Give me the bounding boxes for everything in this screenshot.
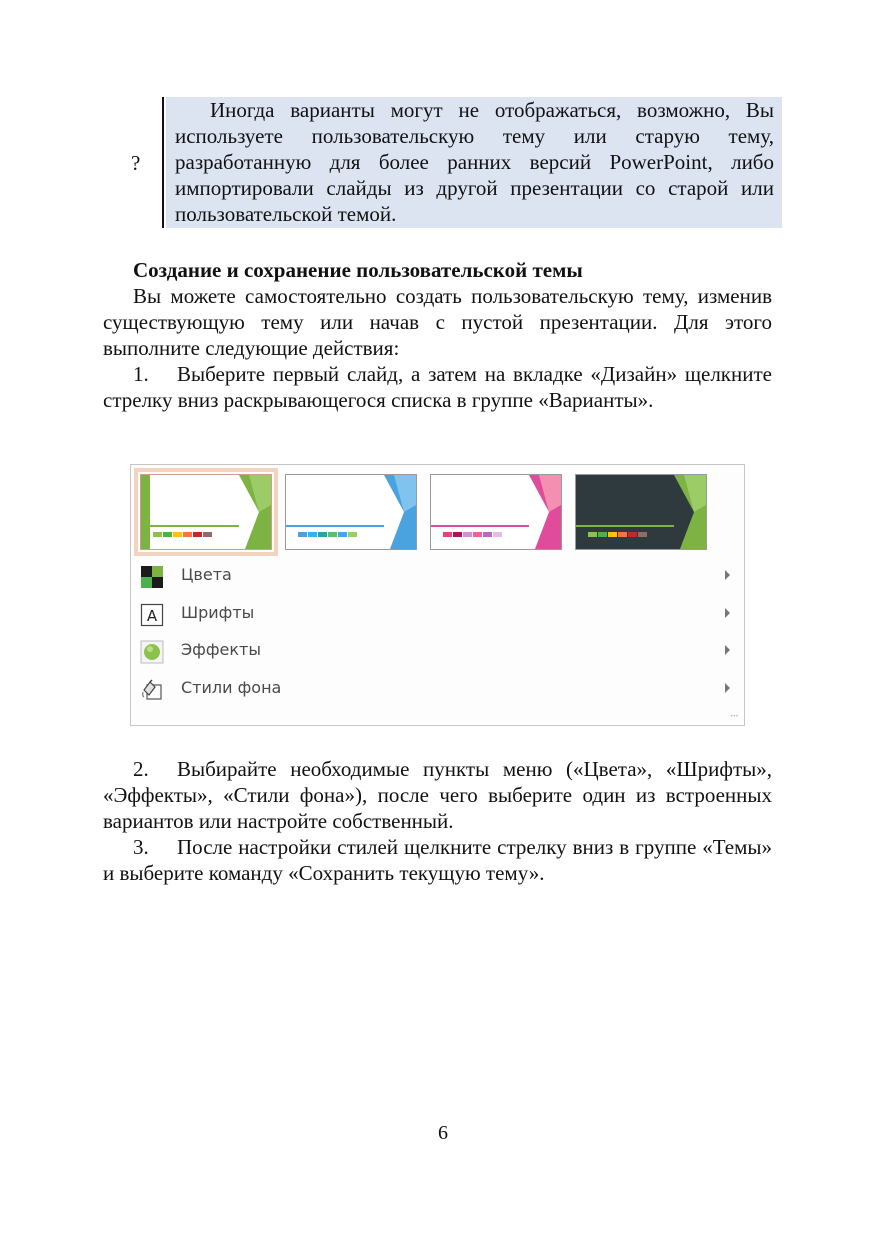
- step-3-text: После настройки стилей щелкните стрелку вниз в группе «Темы» и выберите команду «Сохранить текущую тему».: [103, 835, 772, 885]
- fonts-icon: [140, 603, 164, 627]
- svg-text:A: A: [146, 607, 158, 625]
- intro-paragraph: Вы можете самостоятельно создать пользовательскую тему, изменив существующую тему или начав с пустой презентации. Для этого выполните следующие действия:: [103, 284, 772, 360]
- background-styles-icon: [140, 678, 164, 702]
- variant-dark-preview: [576, 475, 706, 549]
- section-heading: Создание и сохранение пользовательской темы: [133, 258, 583, 282]
- menu-item-effects[interactable]: [140, 637, 730, 667]
- chevron-right-icon: [725, 683, 730, 693]
- variant-pink-preview: [431, 475, 561, 549]
- menu-item-colors-label: Цвета: [181, 565, 232, 584]
- variant-green-preview: [141, 475, 271, 549]
- menu-item-fonts-label: Шрифты: [181, 603, 255, 622]
- step-2: [103, 756, 772, 834]
- note-box: [166, 97, 782, 228]
- chevron-right-icon: [725, 570, 730, 580]
- menu-item-effects-label: Эффекты: [181, 640, 261, 659]
- step-1-text: Выберите первый слайд, а затем на вкладке «Дизайн» щелкните стрелку вниз раскрывающегося списка в группе «Варианты».: [103, 362, 772, 412]
- page-number: 6: [438, 1122, 448, 1144]
- menu-item-colors[interactable]: [140, 562, 730, 592]
- variants-dropdown-screenshot: [130, 464, 745, 726]
- note-text: Иногда варианты могут не отображаться, возможно, Вы используете пользовательскую тему или старую тему, разработанную для более ранних версий PowerPoint, либо импортировали слайды из другой презентации со старой или пользовательской темой.: [175, 98, 774, 226]
- menu-item-background-styles[interactable]: [140, 675, 730, 705]
- note-divider: [162, 97, 164, 228]
- step-2-text: Выбирайте необходимые пункты меню («Цвета», «Шрифты», «Эффекты», «Стили фона»), после чего выберите один из встроенных вариантов или настройте собственный.: [103, 757, 772, 833]
- chevron-right-icon: [725, 608, 730, 618]
- resize-grip-icon[interactable]: ⠠⠤: [726, 710, 738, 720]
- menu-item-fonts[interactable]: [140, 600, 730, 630]
- variant-thumbnail-pink[interactable]: [430, 474, 562, 550]
- variant-blue-preview: [286, 475, 416, 549]
- note-marker: ?: [131, 151, 141, 175]
- step-1-number: 1.: [133, 362, 149, 386]
- variant-thumbnail-green[interactable]: [140, 474, 272, 550]
- step-3: [103, 834, 772, 886]
- colors-icon: [140, 565, 164, 589]
- step-2-number: 2.: [133, 757, 149, 781]
- effects-icon: [140, 640, 164, 664]
- menu-item-background-styles-label: Стили фона: [181, 678, 282, 697]
- step-3-number: 3.: [133, 835, 149, 859]
- step-1: [103, 361, 772, 413]
- variant-thumbnail-blue[interactable]: [285, 474, 417, 550]
- variant-thumbnail-dark[interactable]: [575, 474, 707, 550]
- chevron-right-icon: [725, 645, 730, 655]
